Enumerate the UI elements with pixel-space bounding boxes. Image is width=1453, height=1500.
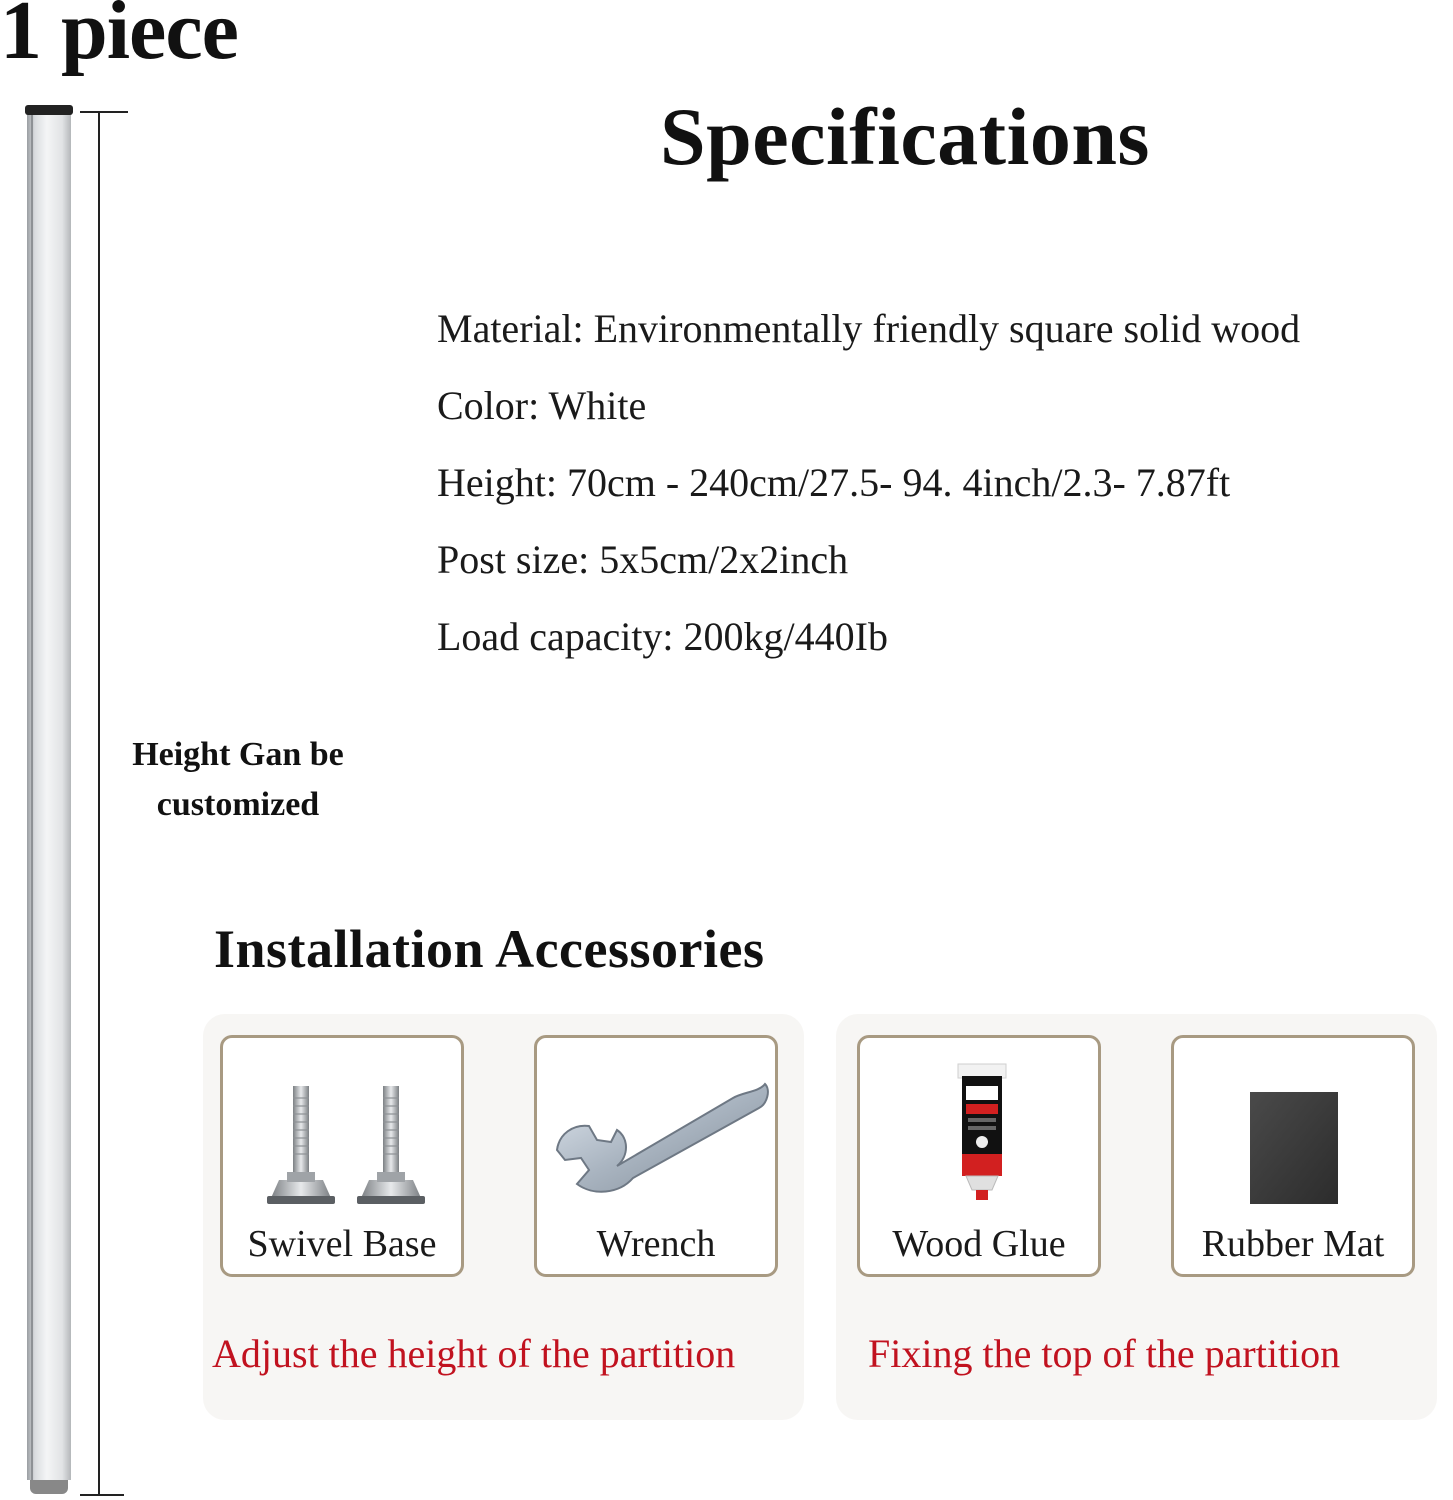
post-foot — [30, 1480, 68, 1494]
caption-adjust-height: Adjust the height of the partition — [212, 1331, 736, 1376]
specifications-title: Specifications — [660, 91, 1150, 182]
wood-glue-label: Wood Glue — [892, 1223, 1066, 1265]
height-note-line1: Height Gan be — [132, 736, 344, 773]
accessory-card-wood-glue — [857, 1035, 1101, 1277]
caption-fixing-top: Fixing the top of the partition — [868, 1331, 1341, 1376]
rubber-mat-label: Rubber Mat — [1201, 1223, 1385, 1265]
quantity-heading: 1 piece — [0, 0, 238, 77]
wood-glue-icon — [860, 1038, 1098, 1218]
rubber-mat-icon — [1174, 1038, 1412, 1218]
spec-post-size: Post size: 5x5cm/2x2inch — [437, 537, 849, 582]
wrench-label: Wrench — [596, 1223, 716, 1265]
specifications-list — [437, 290, 1300, 675]
accessory-card-swivel-base — [220, 1035, 464, 1277]
dimension-tick-top — [80, 111, 128, 113]
spec-load-capacity: Load capacity: 200kg/440Ib — [437, 614, 888, 659]
post-top-cap — [25, 105, 73, 115]
swivel-base-icon — [223, 1038, 461, 1218]
accessories-title: Installation Accessories — [214, 919, 765, 979]
height-dimension-line — [98, 112, 100, 1496]
spec-height: Height: 70cm - 240cm/27.5- 94. 4inch/2.3- 7.87ft — [437, 460, 1231, 505]
wrench-icon — [537, 1038, 775, 1218]
spec-material: Material: Environmentally friendly square solid wood — [437, 306, 1301, 351]
height-note — [110, 730, 366, 830]
swivel-base-label: Swivel Base — [247, 1223, 437, 1265]
accessory-card-rubber-mat — [1171, 1035, 1415, 1277]
height-note-line2: customized — [156, 786, 320, 823]
post-illustration — [27, 108, 71, 1480]
accessory-card-wrench — [534, 1035, 778, 1277]
spec-color: Color: White — [437, 383, 647, 428]
dimension-tick-bottom — [80, 1494, 124, 1496]
